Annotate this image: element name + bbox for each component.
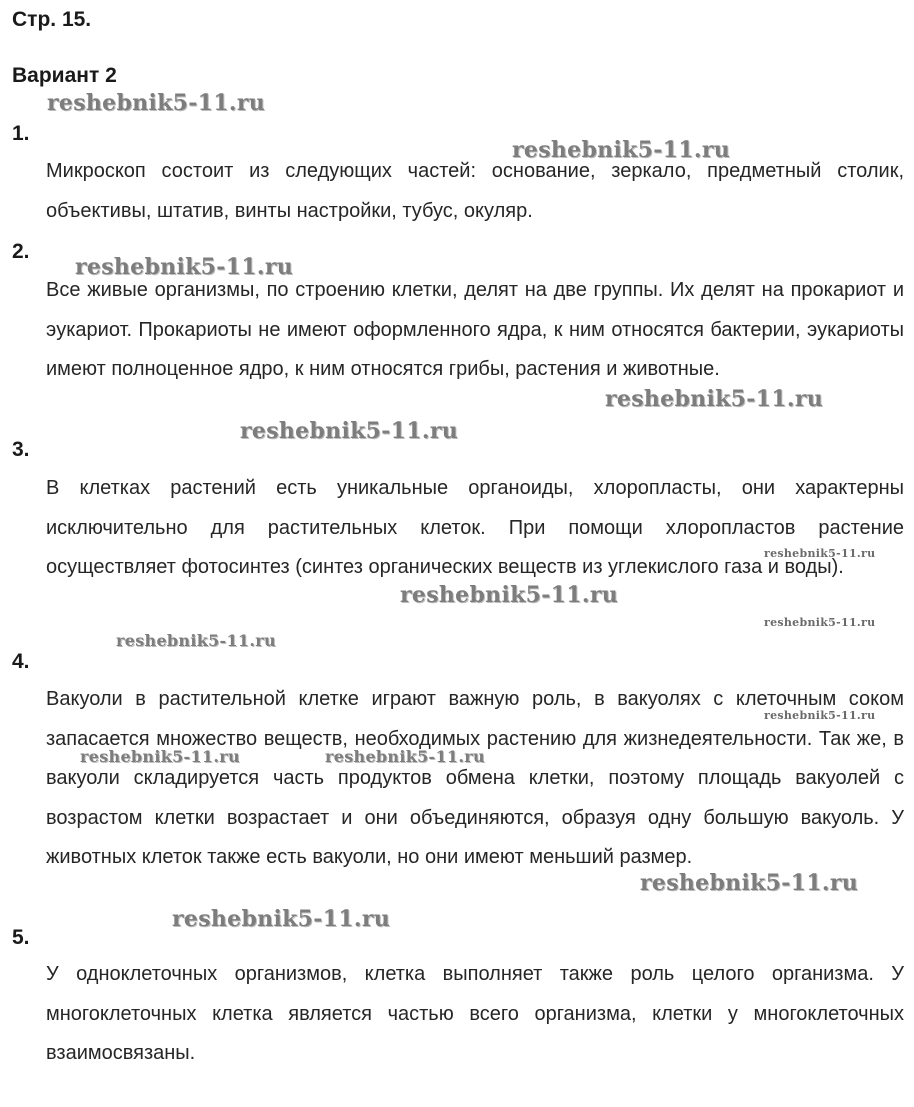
question-5-text: У одноклеточных организмов, клетка выполняет также роль целого организма. У многоклеточных клетка является частью всего организма, клетки у многоклеточных взаимосвязаны. <box>46 963 904 1064</box>
watermark: reshebnik5-11.ru <box>512 137 731 163</box>
watermark: reshebnik5-11.ru <box>47 90 266 116</box>
watermark: reshebnik5-11.ru <box>75 254 294 280</box>
question-2-text: Все живые организмы, по строению клетки, делят на две группы. Их делят на прокариот и эукариот. Прокариоты не имеют оформленного ядра, к ним относятся бактерии, эукариоты имеют полноценное ядро, к ним относятся грибы, растения и животные. <box>46 279 904 380</box>
watermark: reshebnik5-11.ru <box>240 418 459 444</box>
question-1-text: Микроскоп состоит из следующих частей: основание, зеркало, предметный столик, объективы, штатив, винты настройки, тубус, окуляр. <box>46 160 904 222</box>
watermark: reshebnik5-11.ru <box>325 747 485 766</box>
question-4-text: Вакуоли в растительной клетке играют важную роль, в вакуолях с клеточным соком запасается множество веществ, необходимых растению для жизнедеятельности. Так же, в вакуоли складируется часть продуктов обмена клетки, поэтому площадь вакуолей с возрастом клетки возрастает и они объединяются, образуя одну большую вакуоль. У животных клеток также есть вакуоли, но они имеют меньший размер. <box>46 688 904 868</box>
question-4-number: 4. <box>12 650 30 673</box>
watermark: reshebnik5-11.ru <box>640 870 859 896</box>
question-2-number: 2. <box>12 240 30 263</box>
watermark: reshebnik5-11.ru <box>172 906 391 932</box>
question-1-number: 1. <box>12 122 30 145</box>
watermark: reshebnik5-11.ru <box>764 616 876 629</box>
variant-title: Вариант 2 <box>12 64 117 87</box>
question-3-number: 3. <box>12 438 30 461</box>
watermark: reshebnik5-11.ru <box>80 747 240 766</box>
watermark: reshebnik5-11.ru <box>605 386 824 412</box>
watermark: reshebnik5-11.ru <box>400 582 619 608</box>
question-3-text: В клетках растений есть уникальные органоиды, хлоропласты, они характерны исключительно для растительных клеток. При помощи хлоропластов растение осуществляет фотосинтез (синтез органических веществ из углекислого газа и воды). <box>46 477 904 578</box>
watermark: reshebnik5-11.ru <box>116 631 276 650</box>
question-5-number: 5. <box>12 926 30 949</box>
page-header: Стр. 15. <box>12 8 92 31</box>
watermark: reshebnik5-11.ru <box>764 547 876 560</box>
watermark: reshebnik5-11.ru <box>764 709 876 722</box>
